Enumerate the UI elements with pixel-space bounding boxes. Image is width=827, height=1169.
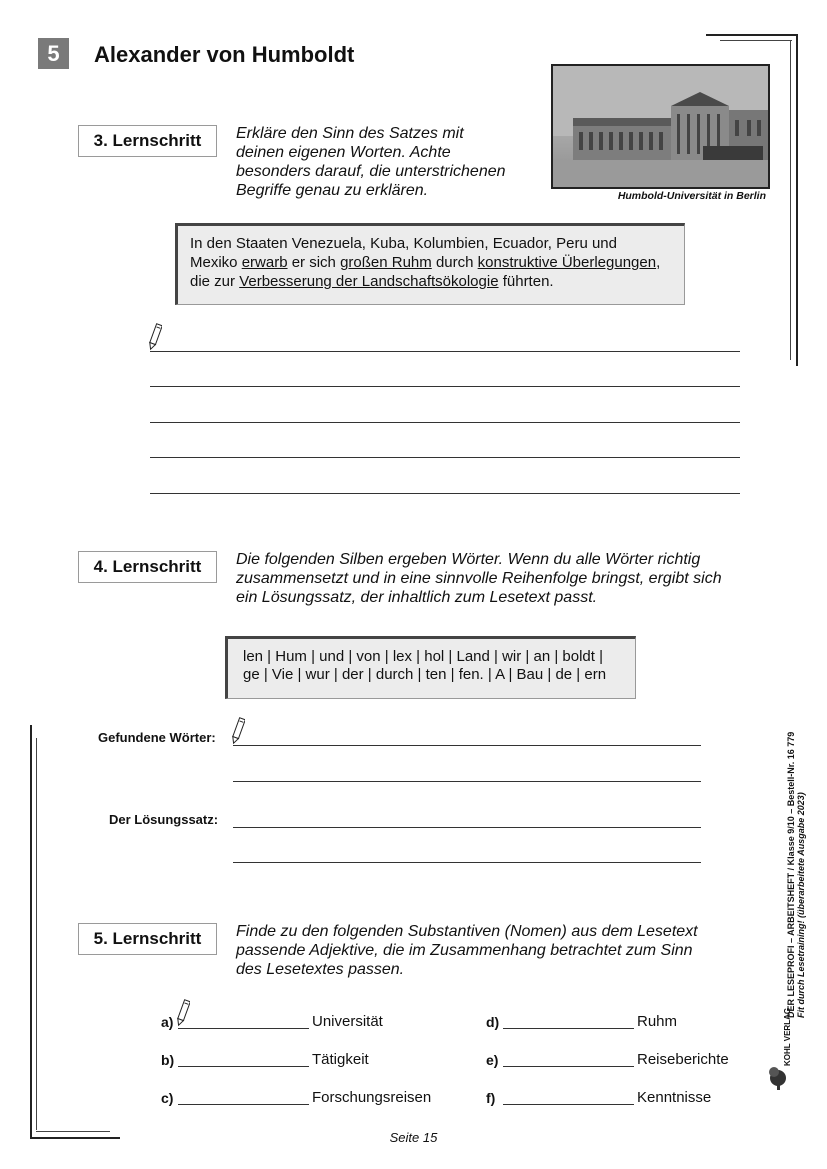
step5-label: 5. Lernschritt xyxy=(78,923,217,955)
step4-instruction-line: ein Lösungssatz, der inhaltlich zum Lesetext passt. xyxy=(236,589,598,606)
step3-instruction-line: Begriffe genau zu erklären. xyxy=(236,182,429,199)
task-letter: a) xyxy=(161,1014,174,1030)
step4-label: 4. Lernschritt xyxy=(78,551,217,583)
series-info-line: DER LESEPROFI – ARBEITSHEFT / Klasse 9/10 – Bestell-Nr. 16 779 xyxy=(786,731,796,1018)
task-letter: b) xyxy=(161,1052,175,1068)
answer-line[interactable] xyxy=(150,457,740,458)
step3-label: 3. Lernschritt xyxy=(78,125,217,157)
quote-text: , xyxy=(656,254,661,271)
page-number: Seite 15 xyxy=(389,1130,438,1145)
answer-line[interactable] xyxy=(150,493,740,494)
step5-instruction-line: passende Adjektive, die im Zusammenhang betrachtet zum Sinn xyxy=(236,942,693,959)
underlined-term: erwarb xyxy=(241,254,288,271)
found-words-line[interactable] xyxy=(233,781,701,782)
answer-line[interactable] xyxy=(150,351,740,352)
publisher-name-wrap xyxy=(783,1007,795,1066)
pencil-icon xyxy=(176,998,190,1028)
step4-instruction xyxy=(236,550,736,607)
adjective-line[interactable] xyxy=(503,1104,634,1105)
adjective-line[interactable] xyxy=(178,1104,309,1105)
found-words-line[interactable] xyxy=(233,745,701,746)
series-info-line: Fit durch Lesetraining! (überarbeitete Ausgabe 2023) xyxy=(796,792,806,1018)
step3-instruction-line: Erkläre den Sinn des Satzes mit xyxy=(236,125,464,142)
quote-text: durch xyxy=(431,254,478,271)
task-letter: d) xyxy=(486,1014,500,1030)
quote-text: führten. xyxy=(498,273,554,290)
page-title: Alexander von Humboldt xyxy=(94,42,355,67)
step4-instruction-line: Die folgenden Silben ergeben Wörter. Wenn du alle Wörter richtig xyxy=(236,551,701,568)
quote-line-1: In den Staaten Venezuela, Kuba, Kolumbien, Ecuador, Peru und xyxy=(190,235,617,252)
step3-instruction-line: deinen eigenen Worten. Achte xyxy=(236,144,451,161)
solution-label: Der Lösungssatz: xyxy=(109,812,219,827)
quote-line-2 xyxy=(190,253,684,272)
frame-right-vertical-inner xyxy=(790,40,791,360)
solution-line[interactable] xyxy=(233,862,701,863)
series-info-text xyxy=(786,678,806,1018)
university-photo xyxy=(551,64,770,189)
step3-instruction-line: besonders darauf, die unterstrichenen xyxy=(236,163,506,180)
publisher-name: KOHL VERLAG xyxy=(783,1007,792,1066)
frame-top-right xyxy=(706,34,798,36)
frame-left-vertical-inner xyxy=(36,738,37,1130)
quote-box xyxy=(175,223,685,305)
frame-left-vertical xyxy=(30,725,32,1137)
step5-instruction-line: Finde zu den folgenden Substantiven (Nomen) aus dem Lesetext xyxy=(236,923,698,940)
underlined-term: konstruktive Überlegungen xyxy=(477,254,657,271)
noun-label: Universität xyxy=(312,1013,383,1030)
step3-instruction xyxy=(236,124,526,200)
noun-label: Reiseberichte xyxy=(637,1051,729,1068)
syllables-line: ge | Vie | wur | der | durch | ten | fen. | A | Bau | de | ern xyxy=(243,666,607,683)
noun-label: Kenntnisse xyxy=(637,1089,712,1106)
series-info-vertical xyxy=(786,678,806,1018)
quote-text: die zur xyxy=(190,273,240,290)
frame-right-vertical xyxy=(796,34,798,366)
task-letter: c) xyxy=(161,1090,174,1106)
building-illustration xyxy=(553,66,768,187)
adjective-line[interactable] xyxy=(503,1066,634,1067)
answer-line[interactable] xyxy=(150,422,740,423)
adjective-line[interactable] xyxy=(503,1028,634,1029)
quote-text: er sich xyxy=(287,254,341,271)
found-words-label: Gefundene Wörter: xyxy=(98,730,216,745)
adjective-line[interactable] xyxy=(178,1028,309,1029)
noun-label: Ruhm xyxy=(637,1013,678,1030)
quote-text: Mexiko xyxy=(190,254,242,271)
noun-label: Tätigkeit xyxy=(312,1051,369,1068)
pencil-icon xyxy=(148,322,162,352)
publisher-logo xyxy=(768,1007,798,1092)
syllables-box xyxy=(225,636,636,699)
step4-instruction-line: zusammensetzt und in eine sinnvolle Reihenfolge bringst, ergibt sich xyxy=(236,570,722,587)
task-letter: f) xyxy=(486,1090,496,1106)
pencil-icon xyxy=(231,716,245,746)
step5-instruction xyxy=(236,922,736,979)
photo-caption: Humbold-Universität in Berlin xyxy=(617,190,766,202)
noun-label: Forschungsreisen xyxy=(312,1089,432,1106)
answer-line[interactable] xyxy=(150,386,740,387)
chapter-number-badge: 5 xyxy=(38,38,69,69)
solution-line[interactable] xyxy=(233,827,701,828)
task-letter: e) xyxy=(486,1052,499,1068)
adjective-line[interactable] xyxy=(178,1066,309,1067)
syllables-line: len | Hum | und | von | lex | hol | Land | wir | an | boldt | xyxy=(243,648,603,665)
frame-top-right-inner xyxy=(720,40,792,41)
quote-line-3 xyxy=(190,272,684,291)
underlined-term: Verbesserung der Landschaftsökologie xyxy=(239,273,499,290)
underlined-term: großen Ruhm xyxy=(340,254,432,271)
step5-instruction-line: des Lesetextes passen. xyxy=(236,961,405,978)
